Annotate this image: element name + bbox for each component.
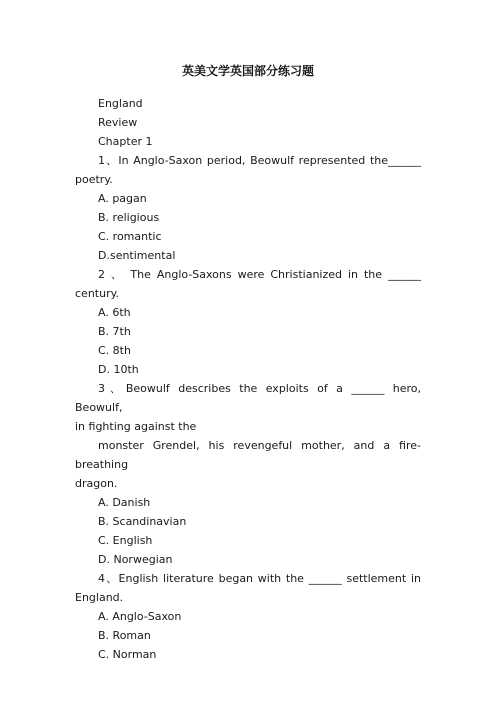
document-title: 英美文学英国部分练习题	[181, 64, 314, 78]
document-body	[75, 94, 421, 664]
question-1-option: B. religious	[98, 211, 160, 224]
question-3-option: A. Danish	[98, 496, 151, 509]
question-4-stem-line: 4、English literature began with the ______ settlement in	[98, 572, 421, 585]
question-3-option: C. English	[98, 534, 153, 547]
header-line: Chapter 1	[98, 135, 153, 148]
question-4-stem-line: England.	[75, 591, 124, 604]
question-3-option: B. Scandinavian	[98, 515, 187, 528]
question-1-stem-line: 1、In Anglo-Saxon period, Beowulf represented the______	[98, 154, 421, 167]
question-3-stem-line: in fighting against the	[75, 420, 197, 433]
question-3-stem-line: 3、Beowulf describes the exploits of a ______ hero, Beowulf,	[75, 382, 421, 414]
question-2-option: D. 10th	[98, 363, 139, 376]
question-4-option: C. Norman	[98, 648, 157, 661]
question-2-option: C. 8th	[98, 344, 131, 357]
header-line: England	[98, 97, 143, 110]
question-1-option: D.sentimental	[98, 249, 176, 262]
question-2-stem-line: 2 、 The Anglo-Saxons were Christianized in the ______	[98, 268, 421, 281]
question-3-stem-line: monster Grendel, his revengeful mother, and a fire-breathing	[75, 439, 421, 471]
question-1-option: C. romantic	[98, 230, 162, 243]
question-1-stem-line: poetry.	[75, 173, 113, 186]
question-2-option: A. 6th	[98, 306, 131, 319]
question-4-option: A. Anglo-Saxon	[98, 610, 182, 623]
header-line: Review	[98, 116, 138, 129]
question-1-option: A. pagan	[98, 192, 147, 205]
question-3-option: D. Norwegian	[98, 553, 173, 566]
question-4-option: B. Roman	[98, 629, 151, 642]
question-2-stem-line: century.	[75, 287, 120, 300]
question-2-option: B. 7th	[98, 325, 131, 338]
question-3-stem-line: dragon.	[75, 477, 118, 490]
